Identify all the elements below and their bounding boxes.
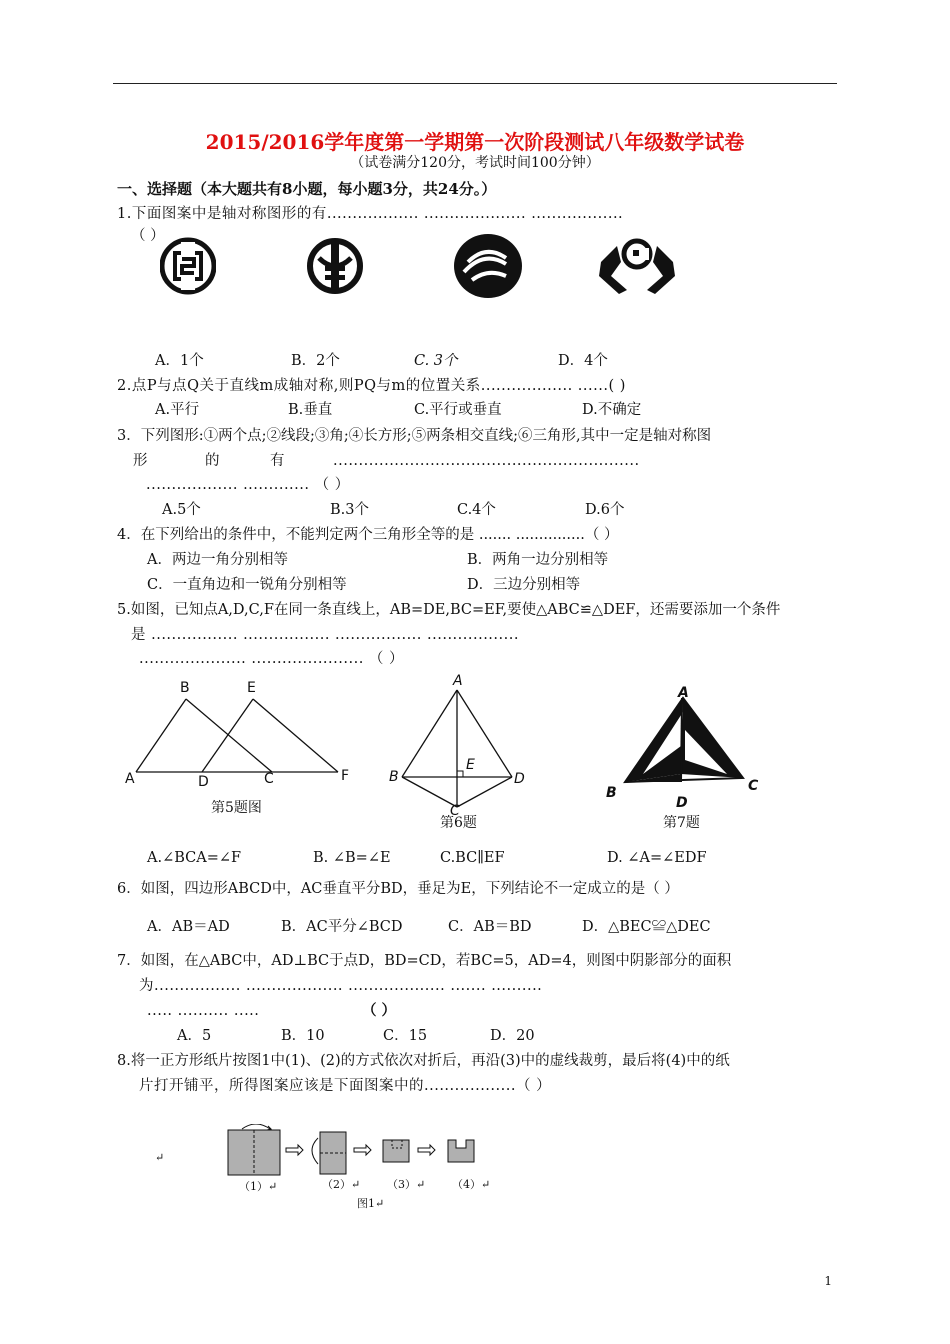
fig5-label-f: F [341,768,350,784]
q1-paren: （ ） [131,228,165,244]
q5-line2: 是 ................. ................. ................. .................. [131,627,519,643]
q4-stem: 4．在下列给出的条件中，不能判定两个三角形全等的是 ....... ...............（ ） [117,527,619,543]
q7-option-a: A．5 [177,1028,212,1044]
exam-title: 2015/2016学年度第一学期第一次阶段测试八年级数学试卷 [205,130,745,154]
q5-option-d: D. ∠A=∠EDF [607,850,707,866]
figure-q7 [615,690,755,800]
figure-q6 [390,680,530,820]
figure-q8-folding [222,1124,484,1184]
q3-line2-w1: 形 [133,453,148,469]
q8-figure-caption: 图1↵ [357,1197,385,1210]
q3-line2-dots: ............................................................ [333,453,640,469]
fig6-caption: 第6题 [440,815,477,831]
fig7-label-b: B [606,785,617,801]
fig6-label-c: C [450,803,460,819]
q3-line2-w2: 的 [205,453,220,469]
fig5-label-c: C [264,771,274,787]
fig7-caption: 第7题 [663,815,700,831]
q7-option-b: B．10 [281,1028,325,1044]
fig6-label-b: B [389,769,399,785]
q8-step-1: （1）↵ [239,1180,278,1193]
figure-q5 [120,676,360,796]
q7-option-c: C．15 [383,1028,428,1044]
q3-option-a: A.5个 [162,502,201,518]
q4-option-a: A．两边一角分别相等 [147,552,288,568]
q6-option-b: B．AC平分∠BCD [281,919,403,935]
q3-option-c: C.4个 [457,502,496,518]
fig7-label-d: D [676,795,688,811]
q1-option-d: D．4个 [558,353,608,369]
logo-icbc-icon [160,232,216,300]
q7-stem: 7．如图，在△ABC中，AD⊥BC于点D，BD=CD，若BC=5，AD=4，则图中阴影部分的面积 [117,953,732,969]
q5-option-a: A.∠BCA=∠F [147,850,242,866]
section-heading: 一、选择题（本大题共有8小题，每小题3分，共24分。） [117,180,497,198]
q3-stem: 3．下列图形:①两个点;②线段;③角;④长方形;⑤两条相交直线;⑥三角形,其中一定是轴对称图 [117,428,712,444]
q2-stem: 2.点P与点Q关于直线m成轴对称,则PQ与m的位置关系.................. ......( ) [117,378,626,394]
q3-option-b: B.3个 [330,502,369,518]
q1-option-c: C. 3个 [414,353,458,369]
q8-step-3: （3）↵ [387,1178,426,1191]
fig5-label-a: A [125,771,135,787]
q8-step-4: （4）↵ [452,1178,491,1191]
q7-paren: （ ） [362,1002,397,1019]
fig7-label-a: A [678,685,689,701]
fig5-label-d: D [198,774,209,790]
q6-option-a: A．AB＝AD [147,919,230,935]
q8-step-2: （2）↵ [322,1178,361,1191]
fig6-label-a: A [453,673,463,689]
q8-stem: 8.将一正方形纸片按图1中(1)、(2)的方式依次对折后，再沿(3)中的虚线裁剪，最后将(4)中的纸 [117,1053,730,1069]
q4-option-c: C．一直角边和一锐角分别相等 [147,577,347,593]
logo-ccb-icon [597,232,677,296]
q7-option-d: D．20 [490,1028,535,1044]
q6-option-d: D．△BEC≌△DEC [582,919,711,935]
q5-option-c: C.BC∥EF [440,850,505,866]
q6-option-c: C．AB＝BD [448,919,532,935]
fig7-label-c: C [748,778,759,794]
q1-option-b: B．2个 [291,353,340,369]
q6-stem: 6．如图，四边形ABCD中，AC垂直平分BD，垂足为E，下列结论不一定成立的是（ ） [117,881,679,897]
fig5-caption: 第5题图 [211,800,262,816]
page-number: 1 [824,1274,832,1288]
q2-option-d: D.不确定 [582,402,642,418]
q5-stem: 5.如图，已知点A,D,C,F在同一条直线上，AB=DE,BC=EF,要使△ABC≌△DEF，还需要添加一个条件 [117,602,781,618]
logo-china-mobile-icon [452,232,524,300]
q2-option-b: B.垂直 [288,402,333,418]
q8-line2: 片打开铺平，所得图案应该是下面图案中的..................（ ） [139,1078,552,1094]
q3-line2-w3: 有 [270,453,285,469]
q3-line3: .................. ............. （ ） [146,477,350,493]
q5-line3: ..................... ...................... （ ） [139,651,405,667]
q7-line3: ..... .......... ..... [147,1003,260,1019]
logo-abc-icon [305,232,365,300]
fig6-label-e: E [466,757,475,773]
q7-line2: 为................. ................... ................... ....... .......... [139,978,543,994]
header-rule [113,83,837,84]
q2-option-c: C.平行或垂直 [414,402,502,418]
q4-option-d: D．三边分别相等 [467,577,581,593]
exam-subtitle: （试卷满分120分，考试时间100分钟） [350,155,600,171]
q2-option-a: A.平行 [155,402,200,418]
q5-option-b: B. ∠B=∠E [313,850,391,866]
fig5-label-b: B [180,680,190,696]
q1-option-a: A．1个 [155,353,204,369]
q8-left-mark: ↵ [155,1151,165,1164]
q4-option-b: B．两角一边分别相等 [467,552,609,568]
q3-option-d: D.6个 [585,502,625,518]
fig6-label-d: D [514,771,525,787]
fig5-label-e: E [247,680,256,696]
q1-stem: 1.下面图案中是轴对称图形的有.................. .................... .................. [117,206,624,222]
